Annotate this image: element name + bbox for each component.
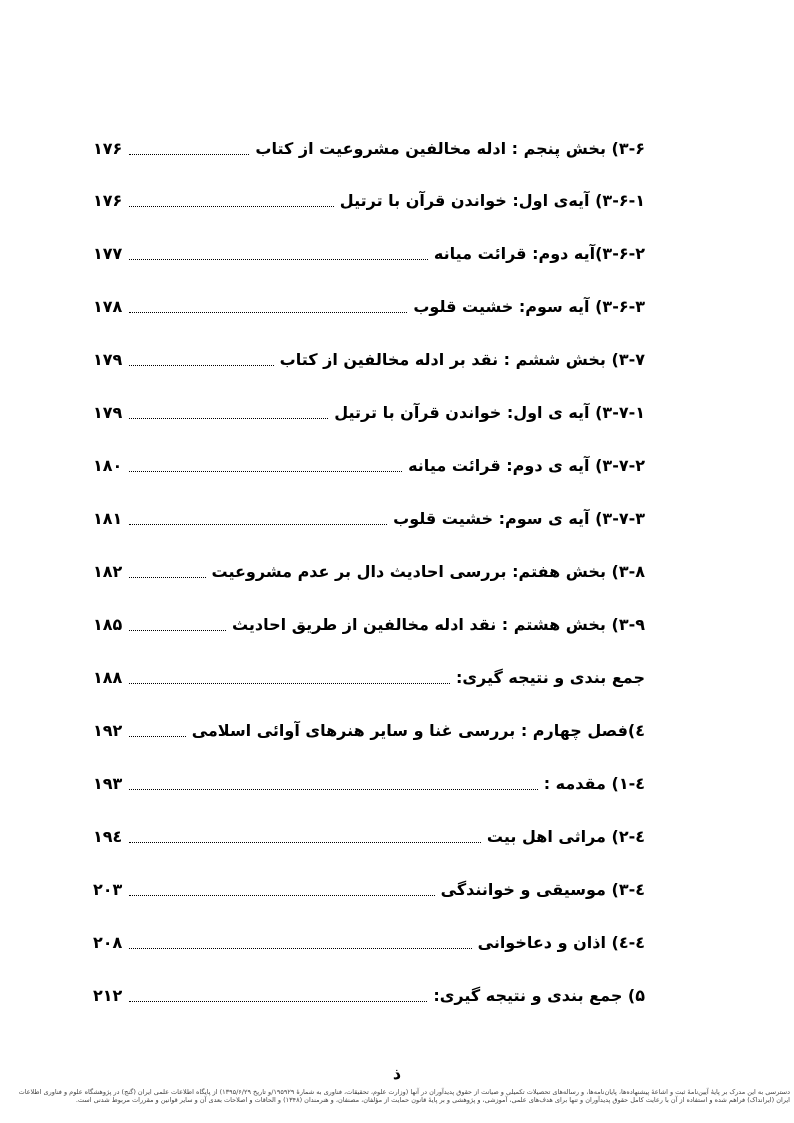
dot-leader: [129, 206, 334, 207]
toc-entry-page: ۱۷۷: [93, 243, 123, 263]
toc-entry-title: ۳-۶-۳) آیه سوم: خشیت قلوب: [413, 296, 645, 316]
toc-entry[interactable]: [93, 341, 645, 377]
toc-entry-page: ۱۷۶: [93, 190, 123, 210]
toc-entry-title: ٤-۳) موسیقی و خوانندگی: [440, 879, 645, 899]
toc-entry-page: ۲۱۲: [93, 985, 123, 1005]
dot-leader: [129, 154, 249, 155]
toc-entry-title: ۳-۹) بخش هشتم : نقد ادله مخالفین از طریق احادیث: [231, 614, 645, 634]
toc-entry-page: ۱۷۶: [93, 138, 123, 158]
toc-entry[interactable]: [93, 130, 645, 166]
toc-entry[interactable]: [93, 235, 645, 271]
toc-entry-title: ۳-۷-۲) آیه ی دوم: قرائت میانه: [408, 455, 645, 475]
toc-entry-title: ۳-۸) بخش هفتم: بررسی احادیث دال بر عدم مشروعیت: [211, 561, 645, 581]
page-number: ذ: [392, 1064, 402, 1083]
toc-entry-page: ۱۷۹: [93, 349, 123, 369]
toc-entry-page: ۱۹۲: [93, 720, 123, 740]
toc-entry-title: ۵) جمع بندی و نتیجه گیری:: [433, 985, 645, 1005]
toc-entry[interactable]: [93, 394, 645, 430]
dot-leader: [129, 1001, 427, 1002]
dot-leader: [129, 895, 435, 896]
dot-leader: [129, 736, 186, 737]
toc-entry[interactable]: [93, 712, 645, 748]
dot-leader: [129, 365, 274, 366]
toc-entry[interactable]: [93, 447, 645, 483]
toc-entry[interactable]: [93, 553, 645, 589]
toc-entry[interactable]: [93, 924, 645, 960]
toc-entry[interactable]: [93, 659, 645, 695]
toc-entry-title: ٤-٤) اذان و دعاخوانی: [477, 932, 645, 952]
toc-entry-page: ۱۸۸: [93, 667, 123, 687]
toc-entry-title: ٤-۱) مقدمه :: [543, 773, 645, 793]
toc-entry-page: ۱۹۳: [93, 773, 123, 793]
toc-entry-page: ۱۸۲: [93, 561, 123, 581]
dot-leader: [129, 577, 206, 578]
toc-entry-title: ٤-۲) مراثی اهل بیت: [486, 826, 645, 846]
toc-entry-title: ۳-۷-۳) آیه ی سوم: خشیت قلوب: [393, 508, 645, 528]
toc-entry-page: ۱۹٤: [93, 826, 123, 846]
copyright-footer: دسترسی به این مدرک بر پایهٔ آیین‌نامهٔ ثبت و اشاعهٔ پیشنهاده‌ها، پایان‌نامه‌ها، و رساله‌های تحصیلات تکمیلی و صیانت از حقوق پدیدآوران در آنها (وزارت علوم، تحقیقات، فناوری به شمارهٔ ۱۹۵۹۲۹/و تاریخ ۱۳۹۵/۶/۲۹) از پایگاه اطلاعات علمی ایران (گنج) در پژوهشگاه علوم و فناوری اطلاعات ایران (ایرانداک) فراهم شده و استفاده از آن با رعایت کامل حقوق پدیدآوران و تنها برای هدف‌های علمی، آموزشی، و پژوهشی و بر پایهٔ قانون حمایت از مؤلفان، مصنفان، و هنرمندان (۱۳۴۸) و الحاقات و اصلاحات بعدی آن و سایر قوانین و مقررات مربوط شدنی است.: [18, 1088, 790, 1104]
toc-entry[interactable]: [93, 500, 645, 536]
toc-entry-title: ٤)فصل چهارم : بررسی غنا و سایر هنرهای آوائی اسلامی: [191, 720, 645, 740]
dot-leader: [129, 948, 472, 949]
toc-entry[interactable]: [93, 606, 645, 642]
dot-leader: [129, 312, 407, 313]
toc-entry-title: ۳-۶-۲)آیه دوم: قرائت میانه: [433, 243, 645, 263]
toc-entry-title: ۳-۶-۱) آیه‌ی اول: خواندن قرآن با ترتیل: [339, 190, 645, 210]
toc-entry-title: ۳-۷-۱) آیه ی اول: خواندن قرآن با ترتیل: [334, 402, 645, 422]
dot-leader: [129, 630, 226, 631]
dot-leader: [129, 418, 328, 419]
toc-entry-page: ۱۸۰: [93, 455, 123, 475]
dot-leader: [129, 683, 450, 684]
toc-entry[interactable]: [93, 182, 645, 218]
dot-leader: [129, 524, 387, 525]
toc-entry[interactable]: [93, 977, 645, 1013]
toc-entry-page: ۱۷۹: [93, 402, 123, 422]
dot-leader: [129, 789, 538, 790]
dot-leader: [129, 471, 402, 472]
toc-entry-title: ۳-۶) بخش پنجم : ادله مخالفین مشروعیت از کتاب: [255, 138, 645, 158]
dot-leader: [129, 259, 428, 260]
toc-entry-page: ۱۸۵: [93, 614, 123, 634]
toc-entry-page: ۲۰۳: [93, 879, 123, 899]
toc-entry[interactable]: [93, 818, 645, 854]
toc-entry[interactable]: [93, 288, 645, 324]
toc-entry[interactable]: [93, 871, 645, 907]
toc-entry[interactable]: [93, 765, 645, 801]
toc-entry-page: ۱۷۸: [93, 296, 123, 316]
toc-entry-title: ۳-۷) بخش ششم : نقد بر ادله مخالفین از کتاب: [279, 349, 645, 369]
toc-entry-page: ۱۸۱: [93, 508, 123, 528]
toc-entry-title: جمع بندی و نتیجه گیری:: [455, 667, 645, 687]
toc-entry-page: ۲۰۸: [93, 932, 123, 952]
dot-leader: [129, 842, 481, 843]
